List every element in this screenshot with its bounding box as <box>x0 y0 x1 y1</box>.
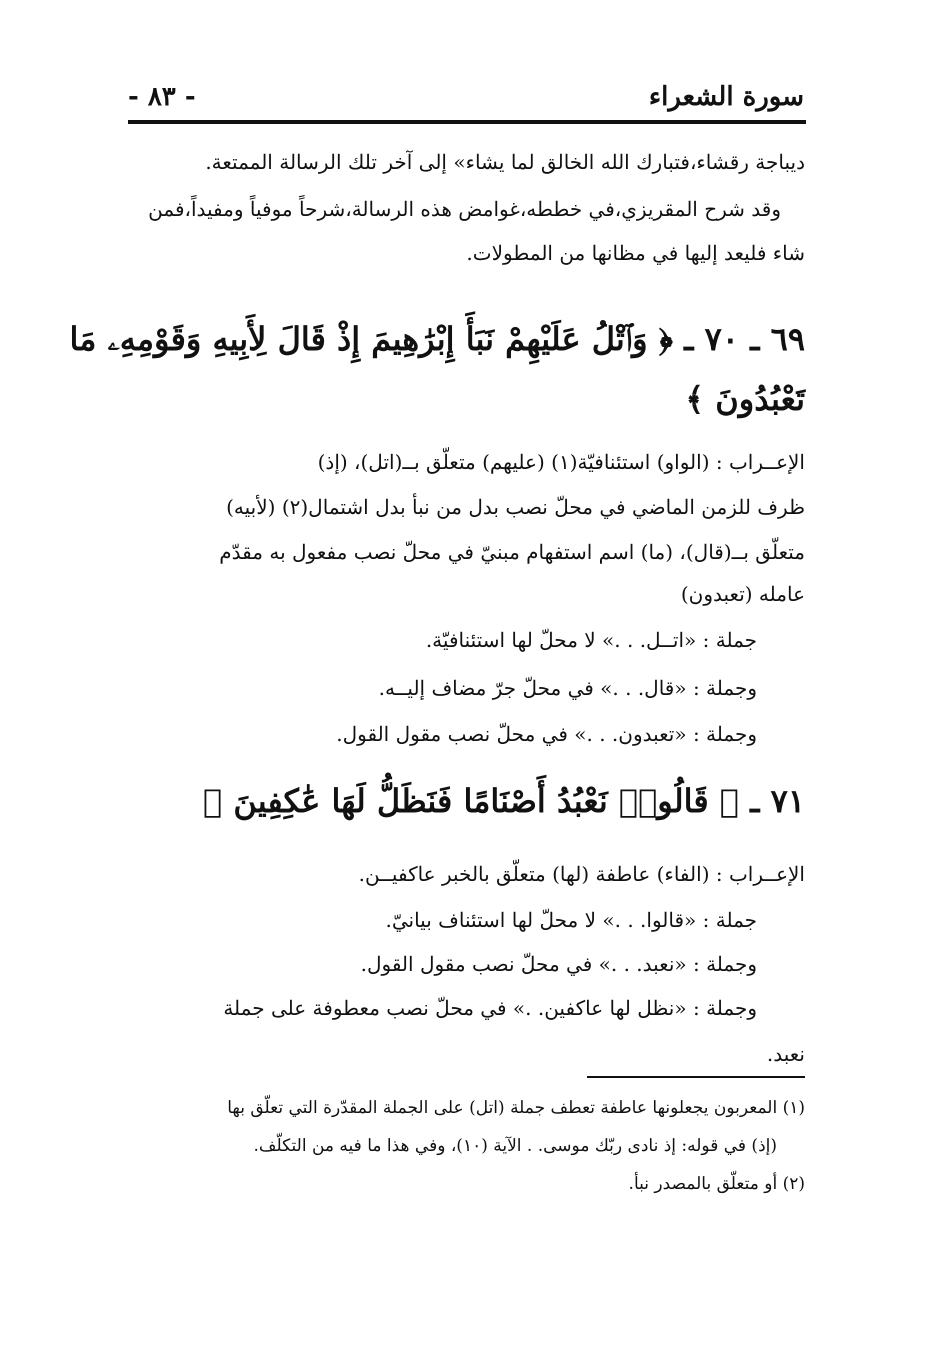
irab1-line-1: الإعــراب : (الواو) استئنافيّة(١) (عليهم) متعلّق بــ(اتل)، (إذ) <box>317 450 805 474</box>
intro-line-2: وقد شرح المقريزي،في خططه،غوامض هذه الرسالة،شرحاً موفياً ومفيداً،فمن <box>148 197 781 221</box>
irab1-line-3: متعلّق بــ(قال)، (ما) اسم استفهام مبنيّ في محلّ نصب مفعول به مقدّم <box>219 540 805 564</box>
jumal1-line-3: وجملة : «تعبدون. . .» في محلّ نصب مقول القول. <box>336 722 757 746</box>
verse-69-70-line-2: تَعْبُدُونَ ﴾ <box>685 380 805 418</box>
footnote-1-line-1: (١) المعربون يجعلونها عاطفة تعطف جملة (اتل) على الجملة المقدّرة التي تعلّق بها <box>227 1098 805 1118</box>
intro-line-3: شاء فليعد إليها في مظانها من المطولات. <box>466 241 805 265</box>
verse-71: ٧١ ـ ﴿ قَالُوا۟ نَعْبُدُ أَصْنَامًا فَنَظَلُّ لَهَا عَٰكِفِينَ ﴾ <box>203 782 805 820</box>
footnote-1-line-2: (إذ) في قوله: إذ نادى ربّك موسى. . الآية (١٠)، وفي هذا ما فيه من التكلّف. <box>253 1136 777 1156</box>
intro-line-1: ديباجة رقشاء،فتبارك الله الخالق لما يشاء» إلى آخر تلك الرسالة الممتعة. <box>205 150 805 174</box>
irab2-line-5: نعبد. <box>766 1042 805 1066</box>
irab2-line-4: وجملة : «نظل لها عاكفين. .» في محلّ نصب معطوفة على جملة <box>223 996 757 1020</box>
footnote-2: (٢) أو متعلّق بالمصدر نبأ. <box>628 1174 805 1194</box>
jumal1-line-2: وجملة : «قال. . .» في محلّ جرّ مضاف إليــه. <box>378 676 757 700</box>
irab2-line-1: الإعــراب : (الفاء) عاطفة (لها) متعلّق بالخبر عاكفيــن. <box>358 862 805 886</box>
footnote-divider <box>587 1076 805 1078</box>
page-number: - ٨٣ - <box>128 82 196 112</box>
irab2-line-2: جملة : «قالوا. . .» لا محلّ لها استئناف بيانيّ. <box>385 908 757 932</box>
irab1-line-2: ظرف للزمن الماضي في محلّ نصب بدل من نبأ بدل اشتمال(٢) (لأبيه) <box>226 495 805 519</box>
verse-69-70-line-1: ٦٩ ـ ٧٠ ـ ﴿ وَٱتْلُ عَلَيْهِمْ نَبَأَ إِبْرَٰهِيمَ إِذْ قَالَ لِأَبِيهِ وَقَوْمِهِۦ مَا <box>69 320 805 358</box>
page-header <box>128 78 804 120</box>
surah-title: سورة الشعراء <box>648 82 804 112</box>
header-divider <box>128 120 806 124</box>
irab1-line-4: عامله (تعبدون) <box>680 582 805 606</box>
jumal1-line-1: جملة : «اتــل. . .» لا محلّ لها استئنافيّة. <box>425 628 757 652</box>
irab2-line-3: وجملة : «نعبد. . .» في محلّ نصب مقول القول. <box>360 952 757 976</box>
